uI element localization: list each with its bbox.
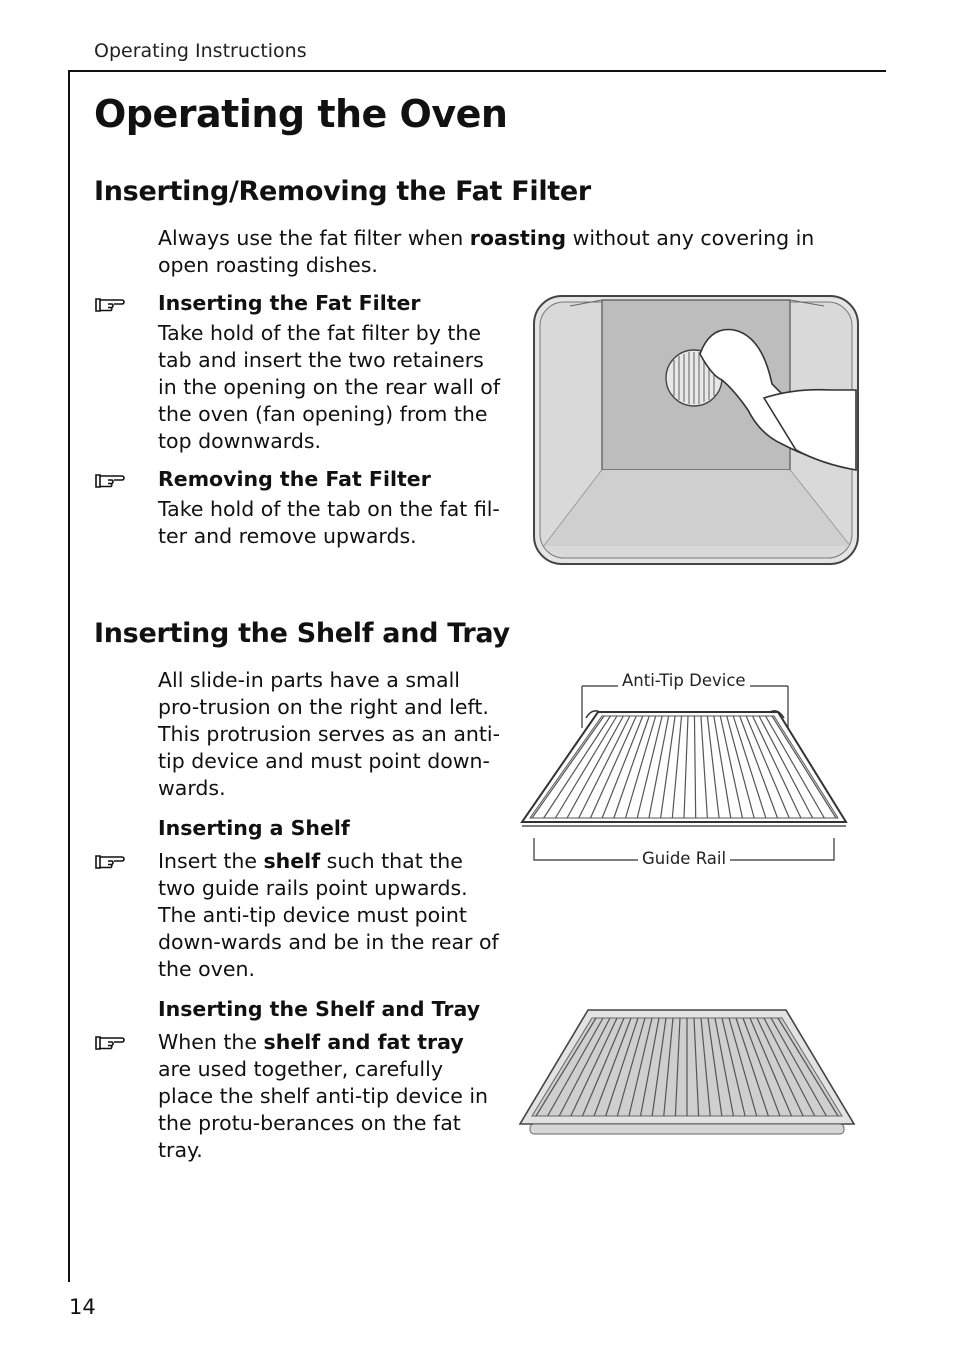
shelf-wire bbox=[672, 716, 681, 818]
fat-filter-intro: Always use the fat filter when roasting without any covering in open roasting dishes. bbox=[158, 226, 815, 277]
fat-filter-heading: Inserting/Removing the Fat Filter bbox=[94, 176, 591, 207]
shelf-tray-heading: Inserting the Shelf and Tray bbox=[94, 618, 510, 649]
remove-filter-heading: Removing the Fat Filter bbox=[158, 467, 431, 491]
remove-filter-text: Take hold of the tab on the fat fil-ter and remove upwards. bbox=[158, 497, 500, 548]
fat-filter-intro-bold: roasting bbox=[469, 226, 567, 250]
insert-filter-text: Take hold of the fat filter by the tab and insert the two retainers in the opening on the rear wall of the oven (fan opening) from the top downwards. bbox=[158, 321, 501, 453]
shelf-illustration bbox=[516, 668, 856, 874]
shelf-wire bbox=[661, 716, 675, 818]
guide-rail-label: Guide Rail bbox=[638, 849, 730, 868]
shelf-wire bbox=[532, 716, 604, 818]
running-header: Operating Instructions bbox=[94, 40, 307, 62]
insert-shelf-tray-text: When the shelf and fat tray are used together, carefully place the shelf anti-tip device in the protu-berances on the fat tray. bbox=[158, 1030, 489, 1162]
shelf-wire bbox=[701, 716, 707, 818]
shelf-wire bbox=[753, 716, 801, 818]
page-number: 14 bbox=[69, 1295, 96, 1319]
shelf-and-fat-tray-bold: shelf and fat tray bbox=[263, 1030, 464, 1054]
shelf-and-tray-illustration bbox=[516, 1000, 858, 1142]
margin-rule bbox=[68, 70, 70, 1282]
shelf-tray-intro: All slide-in parts have a small pro-trusion on the right and left. This protrusion serves as an anti-tip device and must point down-wards. bbox=[158, 668, 501, 800]
page-title: Operating the Oven bbox=[94, 92, 508, 136]
pointing-hand-icon bbox=[94, 1034, 128, 1052]
shelf-wire bbox=[684, 716, 688, 818]
pointing-hand-icon bbox=[94, 472, 128, 490]
insert-shelf-text: Insert the shelf such that the two guide rails point upwards. The anti-tip device must point down-wards and be in the rear of the oven. bbox=[158, 849, 499, 981]
anti-tip-device-label: Anti-Tip Device bbox=[618, 671, 750, 690]
shelf-wire bbox=[614, 716, 649, 818]
insert-shelf-heading: Inserting a Shelf bbox=[158, 816, 350, 840]
shelf-wire bbox=[567, 716, 623, 818]
oven-fat-filter-illustration bbox=[532, 294, 860, 566]
pointing-hand-icon bbox=[94, 853, 128, 871]
header-rule bbox=[69, 70, 886, 72]
shelf-wire bbox=[707, 716, 719, 818]
insert-shelf-tray-heading: Inserting the Shelf and Tray bbox=[158, 997, 481, 1021]
pointing-hand-icon bbox=[94, 296, 128, 314]
shelf-wire bbox=[590, 716, 636, 818]
shelf-wire bbox=[766, 716, 825, 818]
insert-filter-heading: Inserting the Fat Filter bbox=[158, 291, 421, 315]
shelf-wire bbox=[694, 716, 695, 818]
shelf-bold: shelf bbox=[263, 849, 321, 873]
shelf-wire bbox=[740, 716, 778, 818]
shelf-wire bbox=[544, 716, 611, 818]
shelf-wire bbox=[714, 716, 731, 818]
